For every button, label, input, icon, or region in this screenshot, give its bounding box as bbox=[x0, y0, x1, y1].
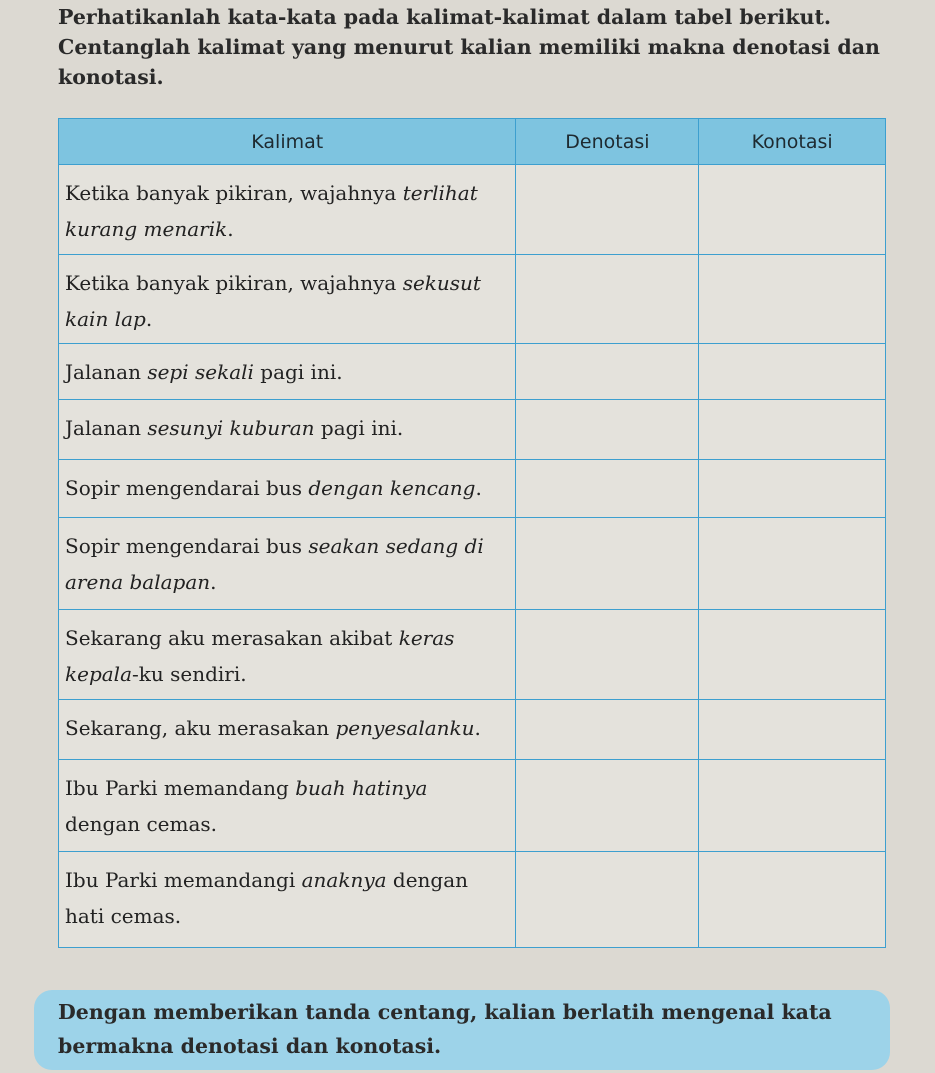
sentence-end: pagi ini. bbox=[253, 360, 343, 384]
konotasi-check-cell[interactable] bbox=[699, 518, 886, 610]
table-row bbox=[59, 518, 886, 610]
table-row bbox=[59, 400, 886, 460]
sentence-end: pagi ini. bbox=[314, 416, 404, 440]
sentence-end: . bbox=[474, 716, 481, 740]
table-row bbox=[59, 460, 886, 518]
konotasi-check-cell[interactable] bbox=[699, 852, 886, 948]
header-denotasi: Denotasi bbox=[516, 119, 699, 165]
sentence-cell bbox=[59, 165, 516, 255]
footer-note bbox=[34, 990, 890, 1070]
instruction-text bbox=[58, 2, 918, 92]
sentence-cell bbox=[59, 610, 516, 700]
sentence-cell bbox=[59, 518, 516, 610]
denotasi-check-cell[interactable] bbox=[516, 700, 699, 760]
sentence-plain: Ibu Parki memandangi bbox=[65, 868, 302, 892]
konotasi-check-cell[interactable] bbox=[699, 344, 886, 400]
sentence-italic: dengan kencang bbox=[308, 476, 476, 500]
sentence-italic: terlihat kurang menarik bbox=[65, 181, 478, 241]
sentence-plain: Sekarang, aku merasakan bbox=[65, 716, 336, 740]
sentence-end: . bbox=[227, 217, 234, 241]
table-row bbox=[59, 344, 886, 400]
table-row bbox=[59, 760, 886, 852]
sentence-cell bbox=[59, 400, 516, 460]
sentence-plain: Sopir mengendarai bus bbox=[65, 534, 309, 558]
konotasi-check-cell[interactable] bbox=[699, 700, 886, 760]
denotasi-check-cell[interactable] bbox=[516, 344, 699, 400]
sentence-plain: Ketika banyak pikiran, wajahnya bbox=[65, 271, 403, 295]
sentence-end: dengan hati cemas. bbox=[65, 868, 469, 928]
sentence-plain: Ketika banyak pikiran, wajahnya bbox=[65, 181, 403, 205]
sentence-end: . bbox=[145, 307, 153, 331]
denotasi-check-cell[interactable] bbox=[516, 460, 699, 518]
instruction-line-3: konotasi. bbox=[58, 65, 164, 89]
sentence-cell bbox=[59, 460, 516, 518]
denotasi-check-cell[interactable] bbox=[516, 760, 699, 852]
denotasi-check-cell[interactable] bbox=[516, 255, 699, 344]
sentence-italic: penyesalanku bbox=[335, 716, 475, 740]
table-row bbox=[59, 165, 886, 255]
sentence-plain: Sopir mengendarai bus bbox=[65, 476, 309, 500]
sentence-plain: Jalanan bbox=[65, 360, 148, 384]
sentence-plain: Ibu Parki memandang bbox=[65, 776, 296, 800]
sentence-end: dengan cemas. bbox=[65, 812, 218, 836]
denotasi-check-cell[interactable] bbox=[516, 400, 699, 460]
sentence-cell bbox=[59, 255, 516, 344]
sentence-italic: anaknya bbox=[301, 868, 387, 892]
konotasi-check-cell[interactable] bbox=[699, 760, 886, 852]
table-row bbox=[59, 610, 886, 700]
header-konotasi: Konotasi bbox=[699, 119, 886, 165]
sentence-cell bbox=[59, 760, 516, 852]
table-row bbox=[59, 255, 886, 344]
table-row bbox=[59, 852, 886, 948]
instruction-line-1: Perhatikanlah kata-kata pada kalimat-kalimat dalam tabel berikut. bbox=[58, 5, 832, 29]
footer-line-1: Dengan memberikan tanda centang, kalian berlatih mengenal kata bbox=[58, 1000, 832, 1024]
sentence-plain: Sekarang aku merasakan akibat bbox=[65, 626, 399, 650]
sentence-cell bbox=[59, 700, 516, 760]
sentence-cell bbox=[59, 852, 516, 948]
table-header-row bbox=[59, 119, 886, 165]
table-row bbox=[59, 700, 886, 760]
header-kalimat: Kalimat bbox=[59, 119, 516, 165]
konotasi-check-cell[interactable] bbox=[699, 255, 886, 344]
konotasi-check-cell[interactable] bbox=[699, 165, 886, 255]
sentence-italic: sesunyi kuburan bbox=[147, 416, 315, 440]
konotasi-check-cell[interactable] bbox=[699, 460, 886, 518]
denotasi-check-cell[interactable] bbox=[516, 518, 699, 610]
sentence-plain: Jalanan bbox=[65, 416, 148, 440]
sentence-italic: buah hatinya bbox=[295, 776, 428, 800]
sentence-end: . bbox=[475, 476, 482, 500]
sentence-end: . bbox=[210, 570, 217, 594]
instruction-line-2: Centanglah kalimat yang menurut kalian memiliki makna denotasi dan bbox=[58, 35, 880, 59]
sentence-cell bbox=[59, 344, 516, 400]
sentence-italic: seakan sedang di arena balapan bbox=[65, 534, 484, 594]
denotasi-check-cell[interactable] bbox=[516, 852, 699, 948]
konotasi-check-cell[interactable] bbox=[699, 400, 886, 460]
denotasi-check-cell[interactable] bbox=[516, 610, 699, 700]
sentence-italic: sekusut kain lap bbox=[65, 271, 481, 331]
footer-line-2: bermakna denotasi dan konotasi. bbox=[58, 1034, 442, 1058]
sentence-italic: sepi sekali bbox=[147, 360, 254, 384]
sentence-end: -ku sendiri. bbox=[132, 662, 247, 686]
denotation-connotation-table bbox=[58, 118, 886, 948]
denotasi-check-cell[interactable] bbox=[516, 165, 699, 255]
konotasi-check-cell[interactable] bbox=[699, 610, 886, 700]
sentence-italic: keras kepala bbox=[65, 626, 455, 686]
